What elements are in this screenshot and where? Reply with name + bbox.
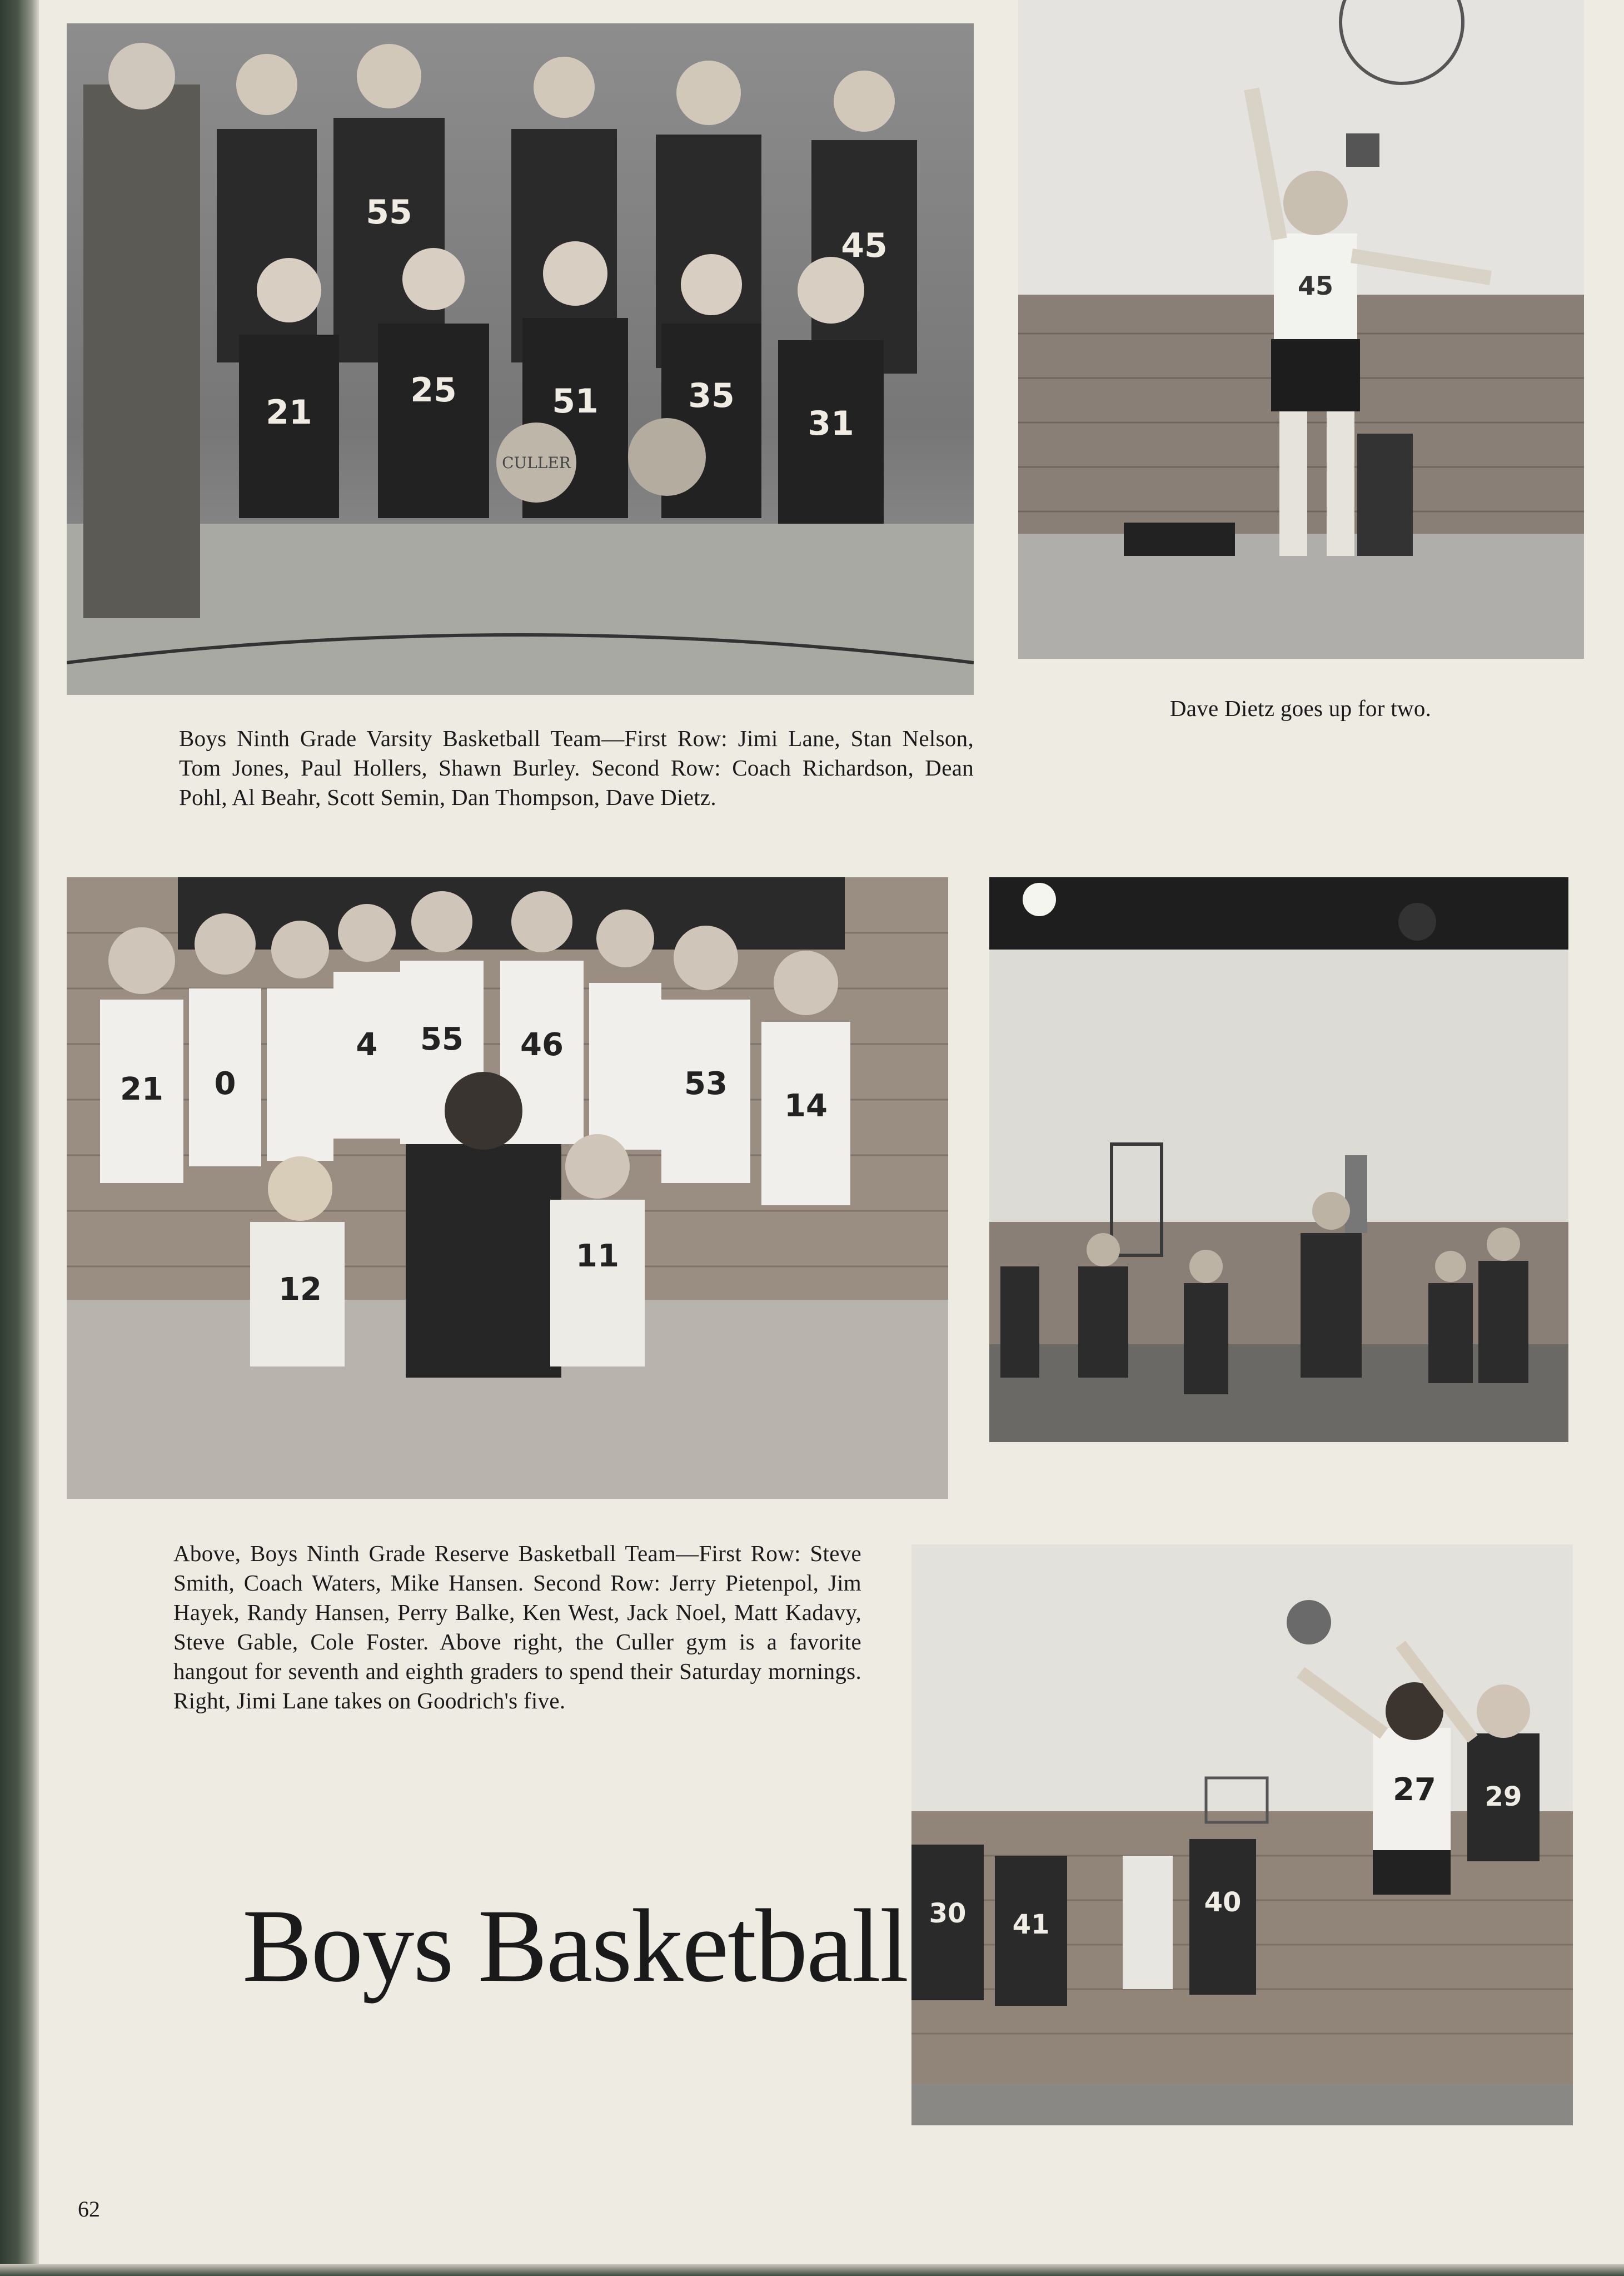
- varsity-jersey-25: 25: [410, 371, 457, 410]
- varsity-jersey-51: 51: [552, 382, 599, 421]
- reserve-team-photo: [67, 877, 948, 1499]
- dietz-jersey-number: 45: [1297, 271, 1334, 301]
- game-jersey-30: 30: [929, 1898, 967, 1929]
- varsity-jersey-21: 21: [266, 393, 312, 432]
- varsity-team-photo: [67, 23, 974, 695]
- varsity-jersey-45: 45: [841, 226, 888, 265]
- varsity-jersey-35: 35: [688, 376, 735, 415]
- book-binding: [0, 0, 39, 2276]
- varsity-caption: Boys Ninth Grade Varsity Basketball Team—First Row: Jimi Lane, Stan Nelson, Tom Jones, Paul Hollers, Shawn Burley. Second Row: Coach Richardson, Dean Pohl, Al Beahr, Scott Semin, Dan Thompson, Dave Dietz.: [179, 725, 974, 810]
- game-jersey-29: 29: [1484, 1781, 1522, 1812]
- reserve-jersey-14: 14: [784, 1088, 828, 1124]
- reserve-jersey-12: 12: [278, 1271, 322, 1308]
- culler-gym-photo: [989, 877, 1568, 1442]
- page-heading: Boys Basketball: [242, 1887, 908, 2004]
- dietz-jump-photo: [1018, 0, 1584, 659]
- page-number: 62: [78, 2197, 100, 2222]
- game-jersey-40: 40: [1204, 1887, 1242, 1918]
- reserve-jersey-0: 0: [214, 1066, 236, 1102]
- dietz-caption: Dave Dietz goes up for two.: [1169, 695, 1432, 721]
- goodrich-game-photo: [911, 1544, 1573, 2125]
- reserve-jersey-11: 11: [576, 1238, 619, 1274]
- page-bottom-edge: [0, 2264, 1624, 2276]
- varsity-jersey-55: 55: [366, 193, 412, 232]
- reserve-caption: Above, Boys Ninth Grade Reserve Basketball Team—First Row: Steve Smith, Coach Waters, Mike Hansen. Second Row: Jerry Pietenpol, Jim Hayek, Randy Hansen, Perry Balke, Ken West, Jack Noel, Matt Kadavy, Steve Gable, Cole Foster. Above right, the Culler gym is a favorite hangout for seventh and eighth graders to spend their Saturday mornings. Right, Jimi Lane takes on Goodrich's five.: [173, 1540, 861, 1713]
- reserve-jersey-55: 55: [420, 1021, 464, 1057]
- reserve-jersey-4: 4: [356, 1027, 378, 1063]
- varsity-jersey-31: 31: [808, 404, 854, 443]
- reserve-jersey-53: 53: [684, 1066, 728, 1102]
- game-jersey-41: 41: [1012, 1909, 1050, 1940]
- reserve-jersey-21: 21: [120, 1071, 163, 1107]
- game-jersey-27: 27: [1393, 1772, 1436, 1808]
- basketball-label: CULLER: [502, 454, 571, 472]
- reserve-jersey-46: 46: [520, 1027, 564, 1063]
